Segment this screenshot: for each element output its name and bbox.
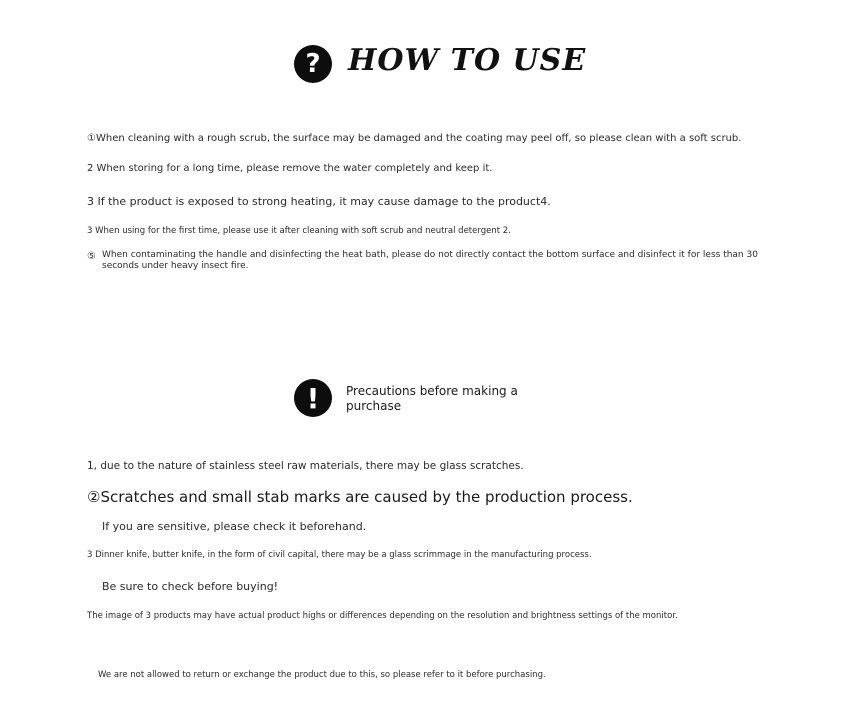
usage-item-3: 3 If the product is exposed to strong heating, it may cause damage to the product4.: [87, 195, 551, 208]
precaution-item-3-note: Be sure to check before buying!: [102, 580, 279, 593]
precaution-item-2: ②Scratches and small stab marks are caused by the production process.: [87, 488, 633, 506]
how-to-use-title: HOW TO USE: [348, 43, 587, 78]
exclamation-mark-icon: !: [294, 379, 332, 417]
usage-item-5: When contaminating the handle and disinfecting the heat bath, please do not directly contact the bottom surface and disinfect it for less than 30 seconds under heavy insect fire.: [102, 250, 758, 271]
usage-item-1: ①When cleaning with a rough scrub, the surface may be damaged and the coating may peel off, so please clean with a soft scrub.: [87, 133, 742, 144]
usage-item-5-marker: ⑤: [87, 251, 96, 262]
precautions-title: Precautions before making a purchase: [346, 384, 518, 413]
precaution-item-3: 3 Dinner knife, butter knife, in the form of civil capital, there may be a glass scrimmage in the manufacturing process.: [87, 550, 592, 560]
usage-item-2: 2 When storing for a long time, please remove the water completely and keep it.: [87, 163, 493, 174]
precaution-item-2-note: If you are sensitive, please check it beforehand.: [102, 520, 367, 533]
precaution-footer: We are not allowed to return or exchange the product due to this, so please refer to it before purchasing.: [98, 670, 546, 680]
usage-item-4: 3 When using for the first time, please use it after cleaning with soft scrub and neutral detergent 2.: [87, 226, 511, 236]
precaution-item-4: The image of 3 products may have actual product highs or differences depending on the resolution and brightness settings of the monitor.: [87, 611, 678, 621]
precaution-item-1: 1, due to the nature of stainless steel raw materials, there may be glass scratches.: [87, 460, 524, 472]
question-mark-icon: ?: [294, 45, 332, 83]
